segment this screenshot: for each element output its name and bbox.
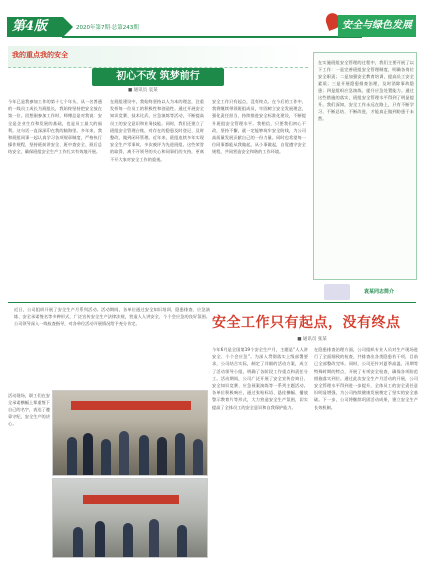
- person-figure: [139, 435, 149, 475]
- story-column-3: 安全工作只有起点，没有终点。在今后的工作中，我将继续带领班组成员，牢固树立安全发展理念，强化责任担当，持续推进安全标准化建设，不断提升班组安全管理水平。我相信，只要我们初心不改，坚持不懈，就一定能够筑牢安全防线，为公司高质量发展贡献自己的一份力量。同时也希望每一位同事都能从我做起，从小事做起，自觉遵守安全规程，共同营造安全和谐的工作环境。: [212, 99, 306, 155]
- story-column-2: 在班组建设中，我始终坚持以人为本的理念，注重发挥每一位员工的积极性和创造性。通过开展安全知识竞赛、技术比武、应急演练等活动，不断提高员工的安全意识和业务技能。同时，我们还建立了班组安全管理台账，对存在的隐患及时登记、及时整改，做到闭环管理。近年来，班组连续多年实现安全生产零事故，多次被评为先进班组。这些荣誉的取得，离不开领导的关心和同事们的支持，更离不开大家对安全工作的重视。: [110, 99, 204, 162]
- story2-title: 安全工作只有起点，没有终点: [212, 315, 401, 331]
- person-figure: [193, 439, 203, 475]
- profile-name: 袁某同志简介: [364, 289, 395, 295]
- avatar: [324, 284, 350, 300]
- person-figure: [67, 437, 77, 475]
- profile-sidebox: [313, 52, 417, 280]
- photo-banner: [83, 495, 179, 504]
- section-divider: [8, 302, 416, 303]
- story-kicker-bar: [8, 46, 308, 68]
- section-brand: 安全与绿色发展: [338, 15, 416, 37]
- person-figure: [175, 433, 185, 475]
- story-column-1: 今年已是我参加工作的第十七个年头，从一名普通的一线员工成长为班组长，我始终坚持把安全放在第一位。回想刚参加工作时，师傅总是对我说：安全是企业生存和发展的基础，也是员工最大的福利。这句话一直深深印在我的脑海里。多年来，我和班组同事一起认真学习各项规章制度，严格执行操作规程，坚持班前讲安全、班中查安全、班后总结安全，确保班组安全生产工作扎实有效地开展。: [8, 99, 102, 155]
- story2-byline: ■ 通讯员 张某: [297, 337, 327, 342]
- photo-banner: [71, 401, 191, 410]
- person-figure: [73, 527, 83, 557]
- story2-column-2: 在隐患排查治理方面，公司组织专业人员对生产现场进行了全面细致的检查，共排查出各类隐患若干项，目前已全部整改完毕。同时，公司还针对夏季高温、汛期等特殊时期的特点，开展了专项安全检查，确保各项防范措施落实到位。通过此次安全生产月活动的开展，公司安全管理水平得到进一步提升，全体员工的安全责任意识明显增强，为公司持续健康发展奠定了坚实的安全基础。下一步，公司将继续巩固活动成果，建立安全生产长效机制。: [314, 347, 418, 410]
- header-rule: [62, 36, 362, 38]
- profile-signature: [312, 282, 418, 300]
- page-header: [0, 0, 424, 44]
- person-figure: [157, 437, 167, 475]
- person-figure: [95, 521, 105, 557]
- person-figure: [149, 519, 159, 557]
- story-kicker: 我的重点我的安全: [12, 51, 68, 59]
- sidebox-text: 在实施班组安全管理的过程中，我们主要开展了以下工作：一是完善班组安全管理制度，明确各岗位安全职责；二是加强安全教育培训，提高员工安全素质；三是开展隐患排查治理，及时消除事故隐患；四是组织应急演练，提升应急处置能力。通过这些措施的落实，班组安全管理水平得到了明显提升。我们深知，安全工作永远在路上，只有不断学习、不断总结、不断改进，才能真正做到防患于未然。: [318, 60, 414, 121]
- photo-story-intro: 近日，公司组织开展了安全生产月系列活动。活动期间，各单位通过安全知识培训、隐患排查、应急演练、安全承诺签名等多种形式，广泛宣传安全生产法律法规，营造人人讲安全、个个会应急的良好氛围。公司领导深入一线检查指导，对各单位活动开展情况给予充分肯定。: [14, 307, 210, 326]
- event-photo-2: [52, 478, 208, 558]
- person-figure: [119, 431, 129, 475]
- person-figure: [123, 523, 133, 557]
- story-byline: ■ 通讯员 袁某: [128, 88, 158, 93]
- page-number-tag: 第4版: [7, 17, 63, 37]
- event-photo-1: [52, 390, 208, 476]
- issue-info: 2020年第7期·总第243期: [76, 25, 139, 31]
- story-title: 初心不改 筑梦前行: [92, 68, 224, 86]
- photo-caption-text: 活动现场，职工们在安全承诺横幅上郑重签下自己的名字，表达了遵章守纪、安全生产的决心。: [8, 393, 50, 426]
- person-figure: [83, 433, 93, 475]
- feature-story: [8, 46, 308, 300]
- person-figure: [101, 439, 111, 475]
- person-figure: [177, 525, 187, 557]
- story2-column-1: 今年6月是全国第19个安全生产月，主题是“人人讲安全、个个会应急”。为深入贯彻落实上级部署要求，公司结合实际，制定了详细的活动方案，成立了活动领导小组，明确了各阶段工作重点和责任分工。活动期间，公司广泛开展了安全宣传咨询日、安全知识竞赛、应急预案演练等一系列主题活动。各单位积极响应，通过张贴标语、悬挂横幅、播放警示教育片等形式，大力营造安全生产氛围，切实提高了全体员工的安全意识和自我保护能力。: [212, 347, 308, 410]
